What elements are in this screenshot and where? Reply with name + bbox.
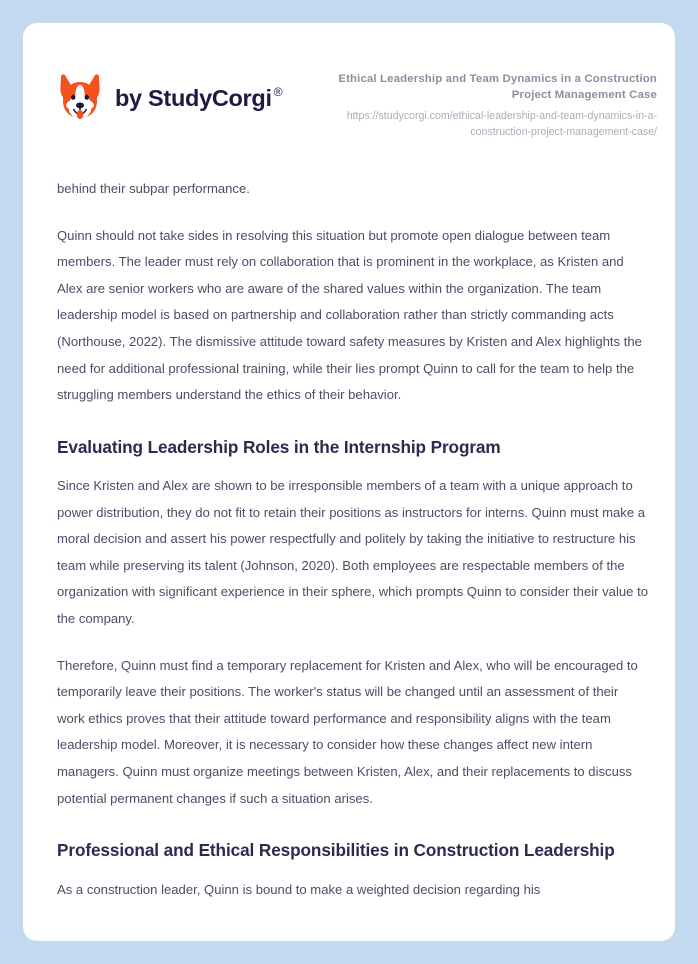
body-paragraph: Quinn should not take sides in resolving this situation but promote open dialogue between team members. The leader must rely on collaboration that is prominent in the workplace, as Kristen and Alex are senior workers who are aware of the shared values within the organization. The team leadership model is based on partnership and collaboration rather than strictly commanding acts (Northouse, 2022). The dismissive attitude toward safety measures by Kristen and Alex highlights the need for additional professional training, while their lies prompt Quinn to call for the team to help the struggling members understand the ethics of their behavior. <box>57 227 642 403</box>
studycorgi-brand <box>57 69 282 123</box>
body-paragraph: As a construction leader, Quinn is bound to make a weighted decision regarding his <box>57 881 541 897</box>
body-paragraph: behind their subpar performance. <box>57 181 250 197</box>
document-body <box>23 176 675 903</box>
source-url: https://studycorgi.com/ethical-leadership-and-team-dynamics-in-a-construction-project-management-case/ <box>346 110 657 138</box>
registered-trademark-icon: ® <box>273 84 283 99</box>
section-heading: Evaluating Leadership Roles in the Internship Program <box>57 436 501 457</box>
corgi-mascot-icon <box>57 73 103 123</box>
wordmark-text: by StudyCorgi <box>115 84 272 111</box>
header-meta <box>307 69 657 140</box>
document-page-card <box>23 23 675 941</box>
document-title: Ethical Leadership and Team Dynamics in a Construction Project Management Case <box>338 73 657 102</box>
body-paragraph: Since Kristen and Alex are shown to be irresponsible members of a team with a unique approach to power distribution, they do not fit to retain their positions as instructors for interns. Quinn must make a moral decision and assert his power respectfully and politely by taking the initiative to restructure his team while preserving its talent (Johnson, 2020). Both employees are respectable members of the organization with significant experience in their sphere, which prompts Quinn to consider their value to the company. <box>57 478 648 627</box>
section-heading: Professional and Ethical Responsibilities in Construction Leadership <box>57 840 615 861</box>
document-header <box>23 23 675 140</box>
body-paragraph: Therefore, Quinn must find a temporary replacement for Kristen and Alex, who will be encouraged to temporarily leave their positions. The worker's status will be changed until an assessment of their work ethics proves that their attitude toward performance and responsibility aligns with the team leadership model. Moreover, it is necessary to consider how these changes affect new intern managers. Quinn must organize meetings between Kristen, Alex, and their replacements to discuss potential permanent changes if such a situation arises. <box>57 657 638 806</box>
studycorgi-wordmark <box>115 85 282 112</box>
